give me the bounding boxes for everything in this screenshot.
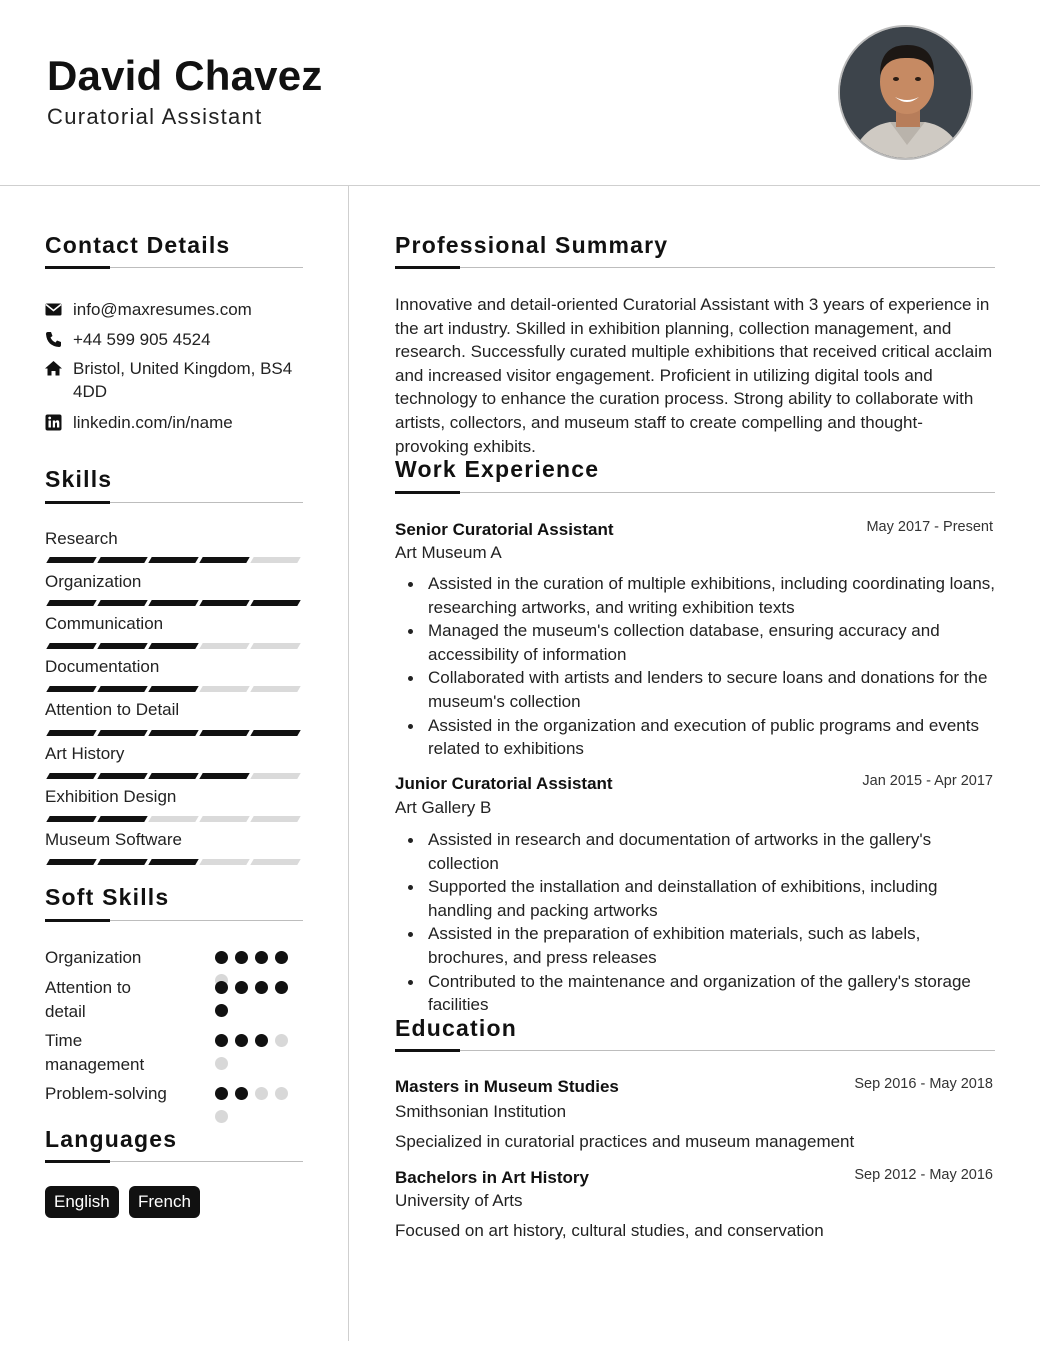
skill-segment-filled [46,773,96,779]
rating-dot-empty [215,1110,228,1123]
skill-segment-empty [199,686,249,692]
rating-dot-filled [215,951,228,964]
skill-segment-filled [46,816,96,822]
job-organization: Art Gallery B [395,798,492,817]
skill-segment-filled [148,600,198,606]
languages-heading: Languages [45,1126,178,1152]
skill-segment-filled [148,643,198,649]
skill-rating-bar [45,859,301,865]
rating-dot-filled [215,1087,228,1100]
contact-heading-rule [45,267,303,268]
skill-rating-bar [45,773,301,779]
job-bullet: Assisted in the preparation of exhibition materials, such as labels, brochures, and press releases [395,922,995,969]
degree-title: Masters in Museum Studies [395,1077,619,1096]
contact-linkedin-text: linkedin.com/in/name [73,413,233,432]
linkedin-icon [45,414,62,431]
skill-segment-filled [199,600,249,606]
skill-segment-empty [199,859,249,865]
envelope-icon [45,301,62,318]
skill-segment-filled [199,557,249,563]
job-title: Junior Curatorial Assistant [395,774,613,793]
rating-dot-filled [215,1004,228,1017]
degree-dates: Sep 2012 - May 2016 [854,1167,993,1183]
soft-skill-name: Problem-solving [45,1084,167,1103]
education-heading: Education [395,1015,517,1041]
skill-segment-empty [148,816,198,822]
skill-segment-empty [250,773,300,779]
skill-segment-filled [46,686,96,692]
resume-header [0,0,1040,186]
language-tag: French [129,1186,200,1218]
job-bullet: Collaborated with artists and lenders to secure loans and donations for the museum's collection [395,666,995,713]
skill-name: Museum Software [45,830,182,849]
languages-heading-rule [45,1161,303,1162]
rating-dot-empty [255,1087,268,1100]
skill-segment-filled [250,730,300,736]
summary-heading-rule [395,267,995,268]
job-bullet: Assisted in the curation of multiple exhibitions, including coordinating loans, researching artworks, and writing exhibition texts [395,572,995,619]
job-dates: May 2017 - Present [866,519,993,535]
language-tag: English [45,1186,119,1218]
skill-name: Exhibition Design [45,787,177,806]
skill-segment-filled [46,643,96,649]
skill-segment-empty [250,643,300,649]
skill-segment-filled [97,557,147,563]
summary-text: Innovative and detail-oriented Curatorial Assistant with 3 years of experience in the art industry. Skilled in exhibition planning, collection management, and research. Successfully curated multiple exhibitions that received critical acclaim and increased visitor engagement. Proficient in utilizing digital tools and technology to enhance the curation process. Strong ability to collaborate with artists, collectors, and museum staff to create compelling and thought-provoking exhibits. [395,295,993,456]
rating-dot-filled [255,1034,268,1047]
soft-skills-heading: Soft Skills [45,884,170,910]
degree-description: Specialized in curatorial practices and museum management [395,1132,855,1151]
skill-segment-empty [250,557,300,563]
rating-dot-filled [235,1087,248,1100]
contact-email-text: info@maxresumes.com [73,300,252,319]
soft-skills-heading-rule [45,920,303,921]
rating-dot-filled [275,951,288,964]
skill-name: Attention to Detail [45,700,180,719]
phone-icon [45,331,62,348]
soft-skill-name: Organization [45,948,142,967]
skills-heading-rule [45,502,303,503]
rating-dot-empty [215,1057,228,1070]
skill-segment-empty [250,859,300,865]
rating-dot-filled [235,1034,248,1047]
skill-rating-bar [45,730,301,736]
degree-description: Focused on art history, cultural studies, and conservation [395,1221,824,1240]
job-title: Senior Curatorial Assistant [395,520,614,539]
job-organization: Art Museum A [395,543,502,562]
skill-segment-filled [250,600,300,606]
rating-dot-filled [235,951,248,964]
contact-address-text: Bristol, United Kingdom, BS4 4DD [73,359,293,401]
education-heading-rule [395,1050,995,1051]
skill-segment-filled [97,686,147,692]
school-name: Smithsonian Institution [395,1102,567,1121]
skill-name: Art History [45,744,125,763]
degree-title: Bachelors in Art History [395,1168,589,1187]
candidate-title: Curatorial Assistant [47,104,263,129]
skill-segment-filled [148,773,198,779]
rating-dot-empty [275,1034,288,1047]
job-bullet: Managed the museum's collection database, ensuring accuracy and accessibility of information [395,619,995,666]
skills-heading: Skills [45,466,113,492]
job-bullet: Assisted in the organization and execution of public programs and events related to exhibitions [395,714,995,761]
skill-segment-filled [199,773,249,779]
school-name: University of Arts [395,1191,523,1210]
rating-dot-filled [215,1034,228,1047]
skill-segment-empty [250,816,300,822]
skill-segment-empty [199,816,249,822]
skill-rating-bar [45,557,301,563]
skill-segment-filled [199,730,249,736]
skill-segment-filled [97,773,147,779]
home-icon [45,360,62,377]
rating-dot-filled [215,981,228,994]
skill-segment-filled [148,557,198,563]
contact-heading: Contact Details [45,232,231,258]
job-dates: Jan 2015 - Apr 2017 [862,773,993,789]
contact-phone-text: +44 599 905 4524 [73,330,211,349]
candidate-name: David Chavez [47,52,323,99]
skill-segment-filled [148,859,198,865]
skill-segment-filled [97,859,147,865]
rating-dot-filled [275,981,288,994]
skill-name: Communication [45,614,164,633]
skill-segment-filled [97,816,147,822]
skill-segment-filled [97,643,147,649]
skill-rating-bar [45,816,301,822]
skill-segment-filled [46,859,96,865]
job-bullet: Supported the installation and deinstallation of exhibitions, including handling and packing artworks [395,875,995,922]
rating-dot-filled [235,981,248,994]
skill-rating-bar [45,643,301,649]
job-bullet: Contributed to the maintenance and organization of the gallery's storage facilities [395,970,995,1017]
experience-heading-rule [395,492,995,493]
rating-dot-filled [255,981,268,994]
skill-segment-filled [46,557,96,563]
skill-segment-filled [46,600,96,606]
job-bullet: Assisted in research and documentation of artworks in the gallery's collection [395,828,995,875]
skill-rating-bar [45,600,301,606]
skill-segment-filled [97,730,147,736]
skill-segment-filled [46,730,96,736]
summary-heading: Professional Summary [395,232,669,258]
column-divider [348,186,349,1341]
experience-heading: Work Experience [395,456,600,482]
soft-skill-name: Attention to detail [45,978,132,1021]
skill-name: Organization [45,572,142,591]
skill-segment-filled [148,686,198,692]
rating-dot-empty [275,1087,288,1100]
skill-name: Documentation [45,657,160,676]
skill-segment-filled [97,600,147,606]
skill-segment-empty [199,643,249,649]
soft-skill-name: Time management [45,1031,145,1074]
degree-dates: Sep 2016 - May 2018 [854,1076,993,1092]
skill-segment-empty [250,686,300,692]
skill-name: Research [45,529,118,548]
job-bullets [395,572,995,761]
profile-photo [838,25,973,160]
job-bullets [395,828,995,1017]
rating-dot-filled [255,951,268,964]
skill-segment-filled [148,730,198,736]
skill-rating-bar [45,686,301,692]
